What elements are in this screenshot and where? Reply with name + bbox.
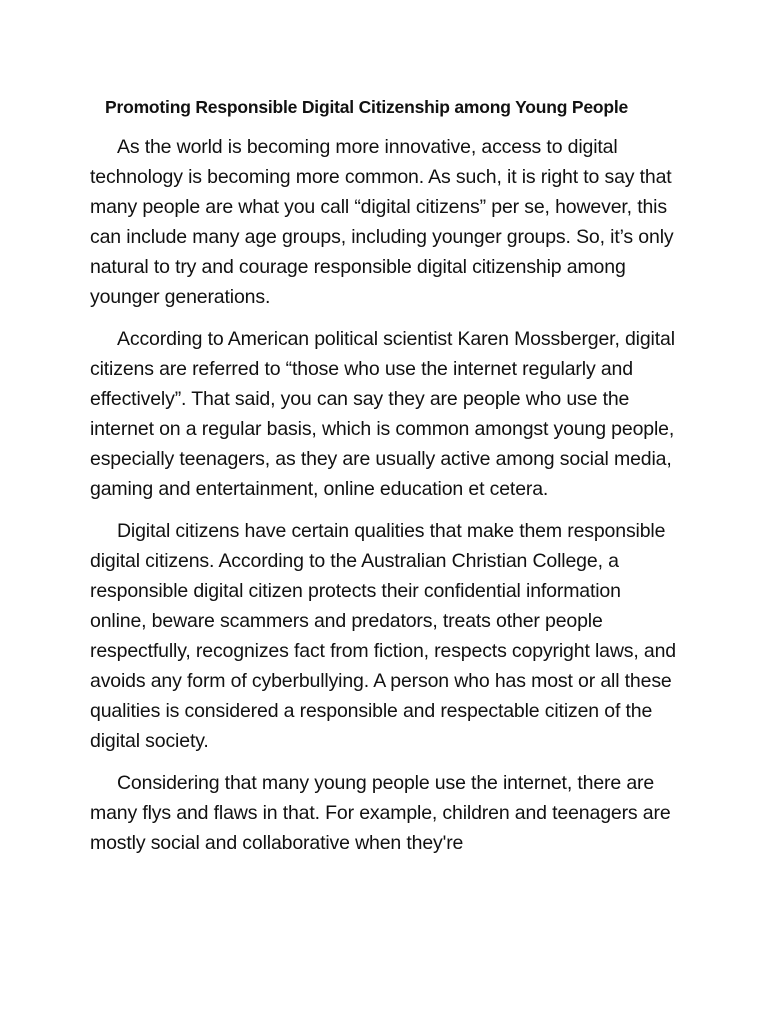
paragraph-4: Considering that many young people use the internet, there are many flys and flaws in that. For example, children and teenagers are mostly social and collaborative when they're <box>90 772 671 854</box>
document-page <box>90 92 680 870</box>
paragraph-2: According to American political scientist Karen Mossberger, digital citizens are referred to “those who use the internet regularly and effectively”. That said, you can say they are people who use the internet on a regular basis, which is common amongst young people, especially teenagers, as they are usually active among social media, gaming and entertainment, online education et cetera. <box>90 328 675 500</box>
document-title: Promoting Responsible Digital Citizenship among Young People <box>105 97 629 117</box>
paragraph-1: As the world is becoming more innovative, access to digital technology is becoming more common. As such, it is right to say that many people are what you call “digital citizens” per se, however, this can include many age groups, including younger groups. So, it’s only natural to try and courage responsible digital citizenship among younger generations. <box>90 136 674 308</box>
paragraph-3: Digital citizens have certain qualities that make them responsible digital citizens. According to the Australian Christian College, a responsible digital citizen protects their confidential information online, beware scammers and predators, treats other people respectfully, recognizes fact from fiction, respects copyright laws, and avoids any form of cyberbullying. A person who has most or all these qualities is considered a responsible and respectable citizen of the digital society. <box>90 520 677 752</box>
